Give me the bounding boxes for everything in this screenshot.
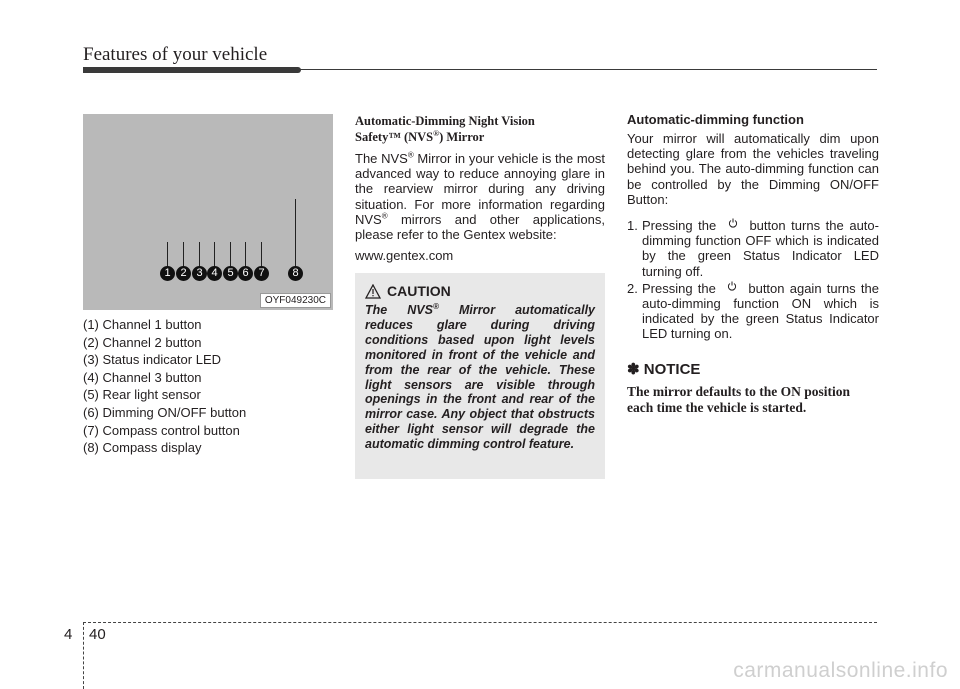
list-item-number: 2. (627, 280, 638, 296)
marker-1: 1 (160, 266, 175, 281)
nvs-para-c: mirrors and other applications, please refer to the Gentex website: (355, 211, 605, 243)
list-item-number: 1. (627, 218, 638, 234)
gentex-website: www.gentex.com (355, 248, 454, 264)
list-item-post: button turns the auto-dimming function OFF which is indicated by the green Status Indicator LED turning off. (642, 218, 879, 279)
legend-item: (6) Dimming ON/OFF button (83, 404, 247, 420)
marker-line-7 (261, 242, 262, 267)
section-number: 4 (64, 626, 73, 643)
legend-item: (1) Channel 1 button (83, 317, 202, 332)
marker-4: 4 (207, 266, 222, 281)
registered-mark: ® (381, 211, 388, 221)
marker-5: 5 (223, 266, 238, 281)
list-item-post: button again turns the auto-dimming function ON which is indicated by the green Status Indicator LED turning on. (642, 280, 879, 342)
power-icon (722, 218, 744, 233)
list-item-pre: Pressing the (642, 218, 717, 234)
nvs-section (355, 113, 605, 263)
caution-text-b: Mirror automatically reduces glare during driving conditions based upon light levels monitored in front of the vehicle and from the rear of the vehicle. These light sensors are visible through openings in the front and rear of the mirror case. Any object that obstructs either light sensor will degrade the automatic dimming control feature. (365, 303, 595, 452)
nvs-heading-line2a: Safety™ (NVS (355, 130, 434, 144)
marker-line-8 (295, 199, 296, 267)
header-accent-bar (83, 67, 301, 73)
nvs-heading-line1: Automatic-Dimming Night Vision (355, 114, 535, 128)
caution-box (355, 273, 605, 479)
marker-line-6 (245, 242, 246, 267)
caution-text (365, 303, 595, 452)
marker-line-2 (183, 242, 184, 267)
footer-rule (83, 622, 877, 623)
marker-8: 8 (288, 266, 303, 281)
registered-mark: ® (432, 301, 439, 311)
caution-text-a: The NVS (365, 303, 433, 317)
list-item-pre: Pressing the (642, 280, 716, 296)
marker-line-5 (230, 242, 231, 267)
list-item (627, 281, 879, 342)
nvs-heading-line2b: ) Mirror (439, 130, 485, 144)
legend-item: (4) Channel 3 button (83, 369, 202, 385)
marker-6: 6 (238, 266, 253, 281)
legend-item: (7) Compass control button (83, 422, 240, 438)
dimming-intro: Your mirror will automatically dim upon detecting glare from the vehicles traveling behind you. The auto-dimming function can be controlled by the Dimming ON/OFF Button: (627, 131, 879, 207)
dimming-heading: Automatic-dimming function (627, 112, 804, 127)
registered-mark: ® (407, 150, 414, 160)
registered-mark: ® (433, 128, 440, 138)
dimming-section (627, 112, 879, 416)
mirror-figure (83, 114, 333, 310)
warning-triangle-icon (365, 284, 381, 299)
list-item-text (642, 218, 879, 279)
nvs-para-a: The NVS (355, 151, 408, 166)
legend-item: (3) Status indicator LED (83, 352, 222, 368)
caution-title: CAUTION (387, 283, 451, 299)
list-item-text (642, 281, 879, 342)
marker-line-1 (167, 242, 168, 267)
notice-text: The mirror defaults to the ON position each time the vehicle is started. (627, 383, 851, 415)
marker-7: 7 (254, 266, 269, 281)
notice-title: ✽ NOTICE (627, 360, 701, 378)
figure-code: OYF049230C (260, 293, 331, 308)
nvs-para-b: Mirror in your vehicle is the most advanced way to reduce annoying glare in the rearview mirror during any driving situation. For more information regarding NVS (355, 151, 605, 227)
nvs-paragraph (355, 151, 605, 242)
page-header-title: Features of your vehicle (83, 44, 268, 65)
nvs-heading (355, 113, 605, 145)
marker-line-3 (199, 242, 200, 267)
caution-header (365, 283, 595, 299)
marker-line-4 (214, 242, 215, 267)
legend-item: (2) Channel 2 button (83, 334, 202, 350)
page-number: 40 (89, 626, 106, 643)
marker-2: 2 (176, 266, 191, 281)
dimming-steps (627, 218, 879, 342)
legend-item: (5) Rear light sensor (83, 387, 201, 403)
list-item (627, 218, 879, 279)
watermark: carmanualsonline.info (733, 659, 948, 682)
marker-3: 3 (192, 266, 207, 281)
legend-item: (8) Compass display (83, 440, 202, 456)
figure-legend (83, 316, 246, 457)
footer-divider (83, 622, 84, 689)
power-icon (721, 281, 743, 296)
